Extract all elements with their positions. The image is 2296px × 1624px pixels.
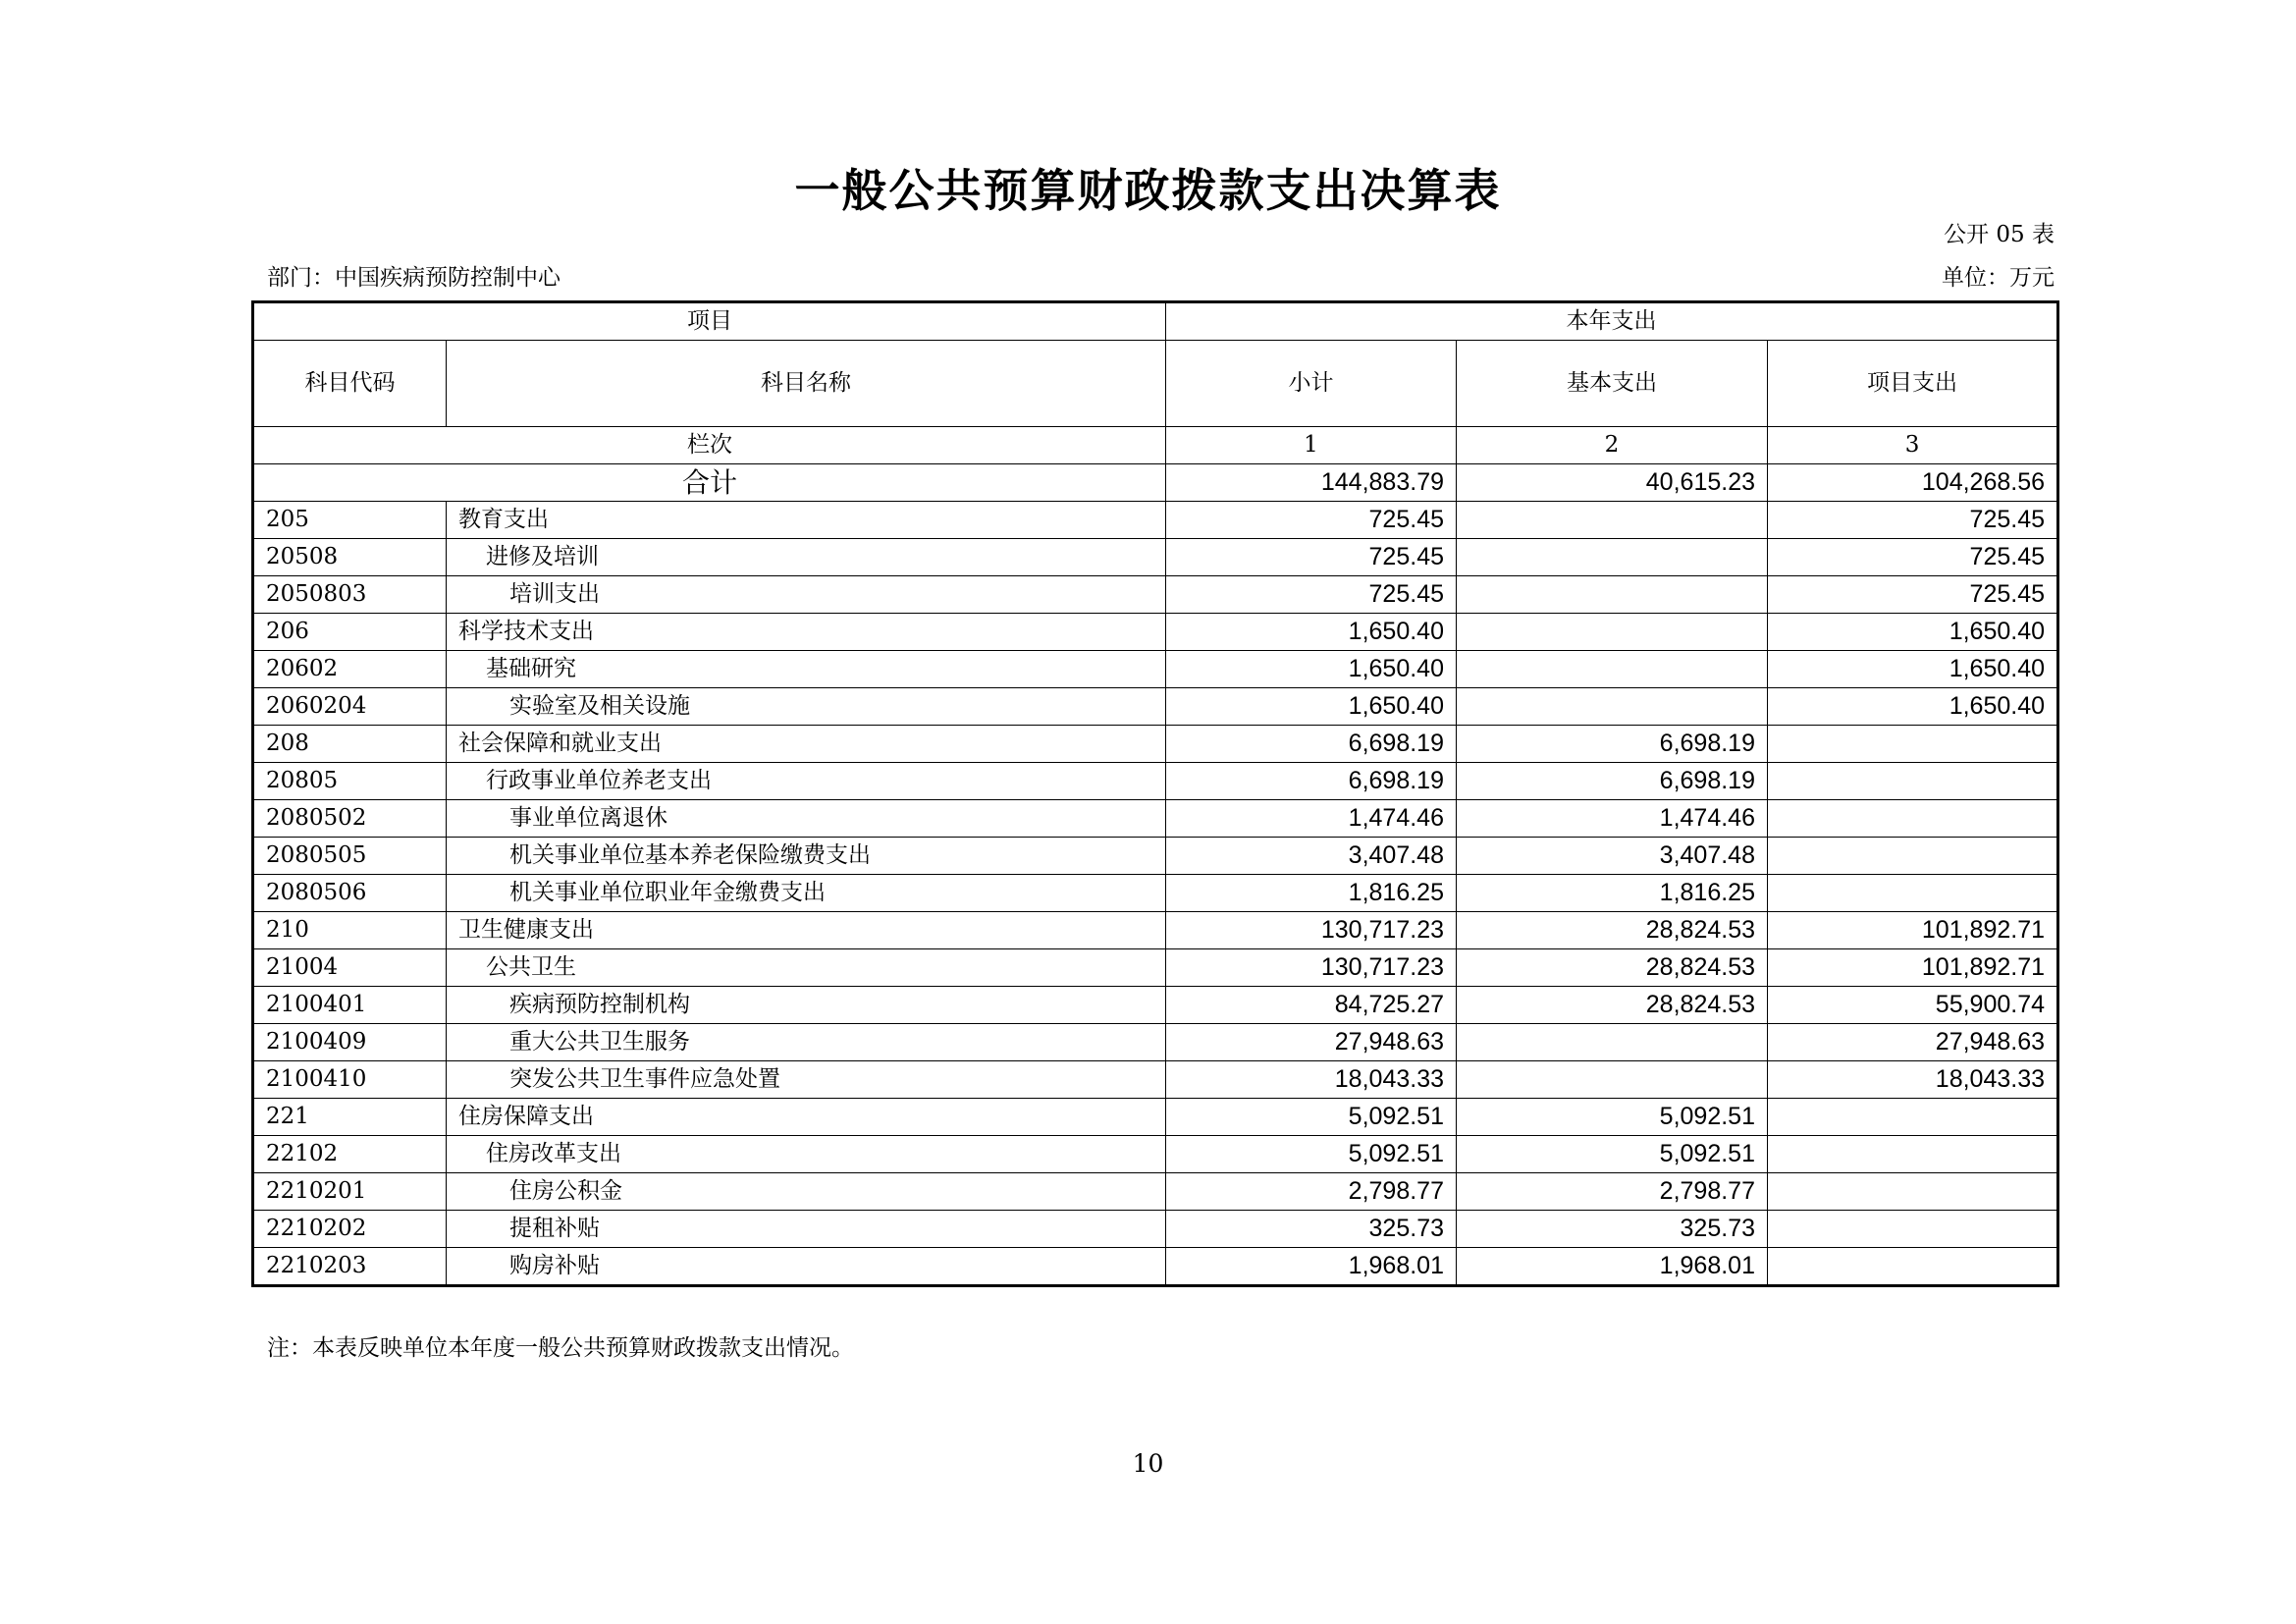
row-subtotal: 18,043.33 (1166, 1061, 1457, 1099)
header-row-column-order (253, 427, 2058, 464)
row-basic: 6,698.19 (1457, 726, 1768, 763)
row-subtotal: 27,948.63 (1166, 1024, 1457, 1061)
row-project (1768, 1211, 2058, 1248)
row-name: 住房改革支出 (447, 1136, 1166, 1173)
row-name: 卫生健康支出 (447, 912, 1166, 949)
row-basic (1457, 1061, 1768, 1099)
row-project: 1,650.40 (1768, 651, 2058, 688)
row-name: 培训支出 (447, 576, 1166, 614)
row-name: 科学技术支出 (447, 614, 1166, 651)
row-code: 210 (253, 912, 447, 949)
row-code: 2080502 (253, 800, 447, 838)
row-basic: 28,824.53 (1457, 987, 1768, 1024)
row-name: 进修及培训 (447, 539, 1166, 576)
row-basic (1457, 1024, 1768, 1061)
row-project: 1,650.40 (1768, 688, 2058, 726)
table-row (253, 1024, 2058, 1061)
total-project: 104,268.56 (1768, 464, 2058, 502)
row-project (1768, 1099, 2058, 1136)
row-code: 20602 (253, 651, 447, 688)
footnote: 注：本表反映单位本年度一般公共预算财政拨款支出情况。 (267, 1335, 854, 1361)
row-project (1768, 1173, 2058, 1211)
row-code: 208 (253, 726, 447, 763)
table-row (253, 726, 2058, 763)
form-number: 公开 05 表 (1944, 222, 2055, 247)
row-name: 住房公积金 (447, 1173, 1166, 1211)
row-basic: 5,092.51 (1457, 1136, 1768, 1173)
row-code: 221 (253, 1099, 447, 1136)
row-project: 55,900.74 (1768, 987, 2058, 1024)
row-project: 101,892.71 (1768, 912, 2058, 949)
table-row (253, 1173, 2058, 1211)
row-project: 18,043.33 (1768, 1061, 2058, 1099)
row-name: 重大公共卫生服务 (447, 1024, 1166, 1061)
row-subtotal: 5,092.51 (1166, 1099, 1457, 1136)
table-row (253, 763, 2058, 800)
row-basic: 1,968.01 (1457, 1248, 1768, 1286)
row-subtotal: 725.45 (1166, 539, 1457, 576)
row-basic: 1,816.25 (1457, 875, 1768, 912)
row-code: 2210202 (253, 1211, 447, 1248)
row-name: 基础研究 (447, 651, 1166, 688)
row-basic: 5,092.51 (1457, 1099, 1768, 1136)
row-basic (1457, 502, 1768, 539)
table-row (253, 1136, 2058, 1173)
row-basic: 3,407.48 (1457, 838, 1768, 875)
row-code: 206 (253, 614, 447, 651)
table-row (253, 1099, 2058, 1136)
row-subtotal: 130,717.23 (1166, 912, 1457, 949)
expenditure-table (251, 300, 2059, 1287)
row-project (1768, 800, 2058, 838)
row-code: 22102 (253, 1136, 447, 1173)
row-code: 20805 (253, 763, 447, 800)
table-row (253, 1061, 2058, 1099)
row-basic (1457, 688, 1768, 726)
total-basic: 40,615.23 (1457, 464, 1768, 502)
row-subtotal: 3,407.48 (1166, 838, 1457, 875)
table-row (253, 502, 2058, 539)
table-row (253, 1211, 2058, 1248)
row-code: 2100409 (253, 1024, 447, 1061)
row-name: 事业单位离退休 (447, 800, 1166, 838)
row-subtotal: 6,698.19 (1166, 726, 1457, 763)
row-subtotal: 1,650.40 (1166, 614, 1457, 651)
header-col-2: 2 (1457, 427, 1768, 464)
row-code: 2080505 (253, 838, 447, 875)
row-code: 205 (253, 502, 447, 539)
row-name: 疾病预防控制机构 (447, 987, 1166, 1024)
row-name: 公共卫生 (447, 949, 1166, 987)
row-basic (1457, 576, 1768, 614)
table-row (253, 576, 2058, 614)
row-name: 社会保障和就业支出 (447, 726, 1166, 763)
row-name: 行政事业单位养老支出 (447, 763, 1166, 800)
table-row (253, 651, 2058, 688)
row-subtotal: 2,798.77 (1166, 1173, 1457, 1211)
row-basic: 6,698.19 (1457, 763, 1768, 800)
row-name: 购房补贴 (447, 1248, 1166, 1286)
total-label: 合计 (253, 464, 1166, 502)
page-number: 10 (1132, 1449, 1164, 1478)
row-basic (1457, 539, 1768, 576)
header-project-expenditure: 项目支出 (1768, 341, 2058, 427)
row-project (1768, 838, 2058, 875)
row-project (1768, 726, 2058, 763)
header-project: 项目 (253, 302, 1166, 341)
row-subtotal: 130,717.23 (1166, 949, 1457, 987)
row-basic: 28,824.53 (1457, 912, 1768, 949)
row-project: 1,650.40 (1768, 614, 2058, 651)
table-row (253, 875, 2058, 912)
row-code: 2210203 (253, 1248, 447, 1286)
row-basic: 1,474.46 (1457, 800, 1768, 838)
header-col-1: 1 (1166, 427, 1457, 464)
table-row (253, 987, 2058, 1024)
row-subtotal: 1,968.01 (1166, 1248, 1457, 1286)
row-basic (1457, 614, 1768, 651)
row-project: 27,948.63 (1768, 1024, 2058, 1061)
row-code: 2060204 (253, 688, 447, 726)
row-subtotal: 725.45 (1166, 502, 1457, 539)
row-subtotal: 325.73 (1166, 1211, 1457, 1248)
unit-label: 单位：万元 (1942, 265, 2055, 291)
row-code: 2080506 (253, 875, 447, 912)
header-code: 科目代码 (253, 341, 447, 427)
row-basic (1457, 651, 1768, 688)
header-row-columns (253, 341, 2058, 427)
header-basic: 基本支出 (1457, 341, 1768, 427)
row-subtotal: 6,698.19 (1166, 763, 1457, 800)
header-col-3: 3 (1768, 427, 2058, 464)
row-project (1768, 1136, 2058, 1173)
row-project (1768, 763, 2058, 800)
table-row (253, 688, 2058, 726)
row-basic: 28,824.53 (1457, 949, 1768, 987)
row-subtotal: 1,474.46 (1166, 800, 1457, 838)
row-code: 20508 (253, 539, 447, 576)
row-project: 101,892.71 (1768, 949, 2058, 987)
row-subtotal: 84,725.27 (1166, 987, 1457, 1024)
table-row (253, 1248, 2058, 1286)
row-code: 21004 (253, 949, 447, 987)
table-row (253, 800, 2058, 838)
row-project: 725.45 (1768, 576, 2058, 614)
table-row (253, 614, 2058, 651)
row-code: 2100410 (253, 1061, 447, 1099)
row-subtotal: 1,650.40 (1166, 651, 1457, 688)
table-body (253, 502, 2058, 1286)
row-name: 教育支出 (447, 502, 1166, 539)
table-row (253, 912, 2058, 949)
row-name: 实验室及相关设施 (447, 688, 1166, 726)
header-column-order: 栏次 (253, 427, 1166, 464)
total-row (253, 464, 2058, 502)
table-row (253, 838, 2058, 875)
row-name: 机关事业单位基本养老保险缴费支出 (447, 838, 1166, 875)
total-subtotal: 144,883.79 (1166, 464, 1457, 502)
row-code: 2100401 (253, 987, 447, 1024)
header-row-top (253, 302, 2058, 341)
row-code: 2210201 (253, 1173, 447, 1211)
department-label: 部门：中国疾病预防控制中心 (267, 265, 561, 291)
table-row (253, 949, 2058, 987)
row-name: 机关事业单位职业年金缴费支出 (447, 875, 1166, 912)
page-title: 一般公共预算财政拨款支出决算表 (794, 164, 1502, 217)
row-basic: 2,798.77 (1457, 1173, 1768, 1211)
row-name: 突发公共卫生事件应急处置 (447, 1061, 1166, 1099)
row-project (1768, 1248, 2058, 1286)
row-subtotal: 5,092.51 (1166, 1136, 1457, 1173)
table-row (253, 539, 2058, 576)
row-name: 住房保障支出 (447, 1099, 1166, 1136)
row-subtotal: 1,816.25 (1166, 875, 1457, 912)
row-project (1768, 875, 2058, 912)
row-name: 提租补贴 (447, 1211, 1166, 1248)
header-name: 科目名称 (447, 341, 1166, 427)
row-basic: 325.73 (1457, 1211, 1768, 1248)
row-project: 725.45 (1768, 539, 2058, 576)
row-subtotal: 1,650.40 (1166, 688, 1457, 726)
header-current-year: 本年支出 (1166, 302, 2058, 341)
row-subtotal: 725.45 (1166, 576, 1457, 614)
row-project: 725.45 (1768, 502, 2058, 539)
row-code: 2050803 (253, 576, 447, 614)
header-subtotal: 小计 (1166, 341, 1457, 427)
